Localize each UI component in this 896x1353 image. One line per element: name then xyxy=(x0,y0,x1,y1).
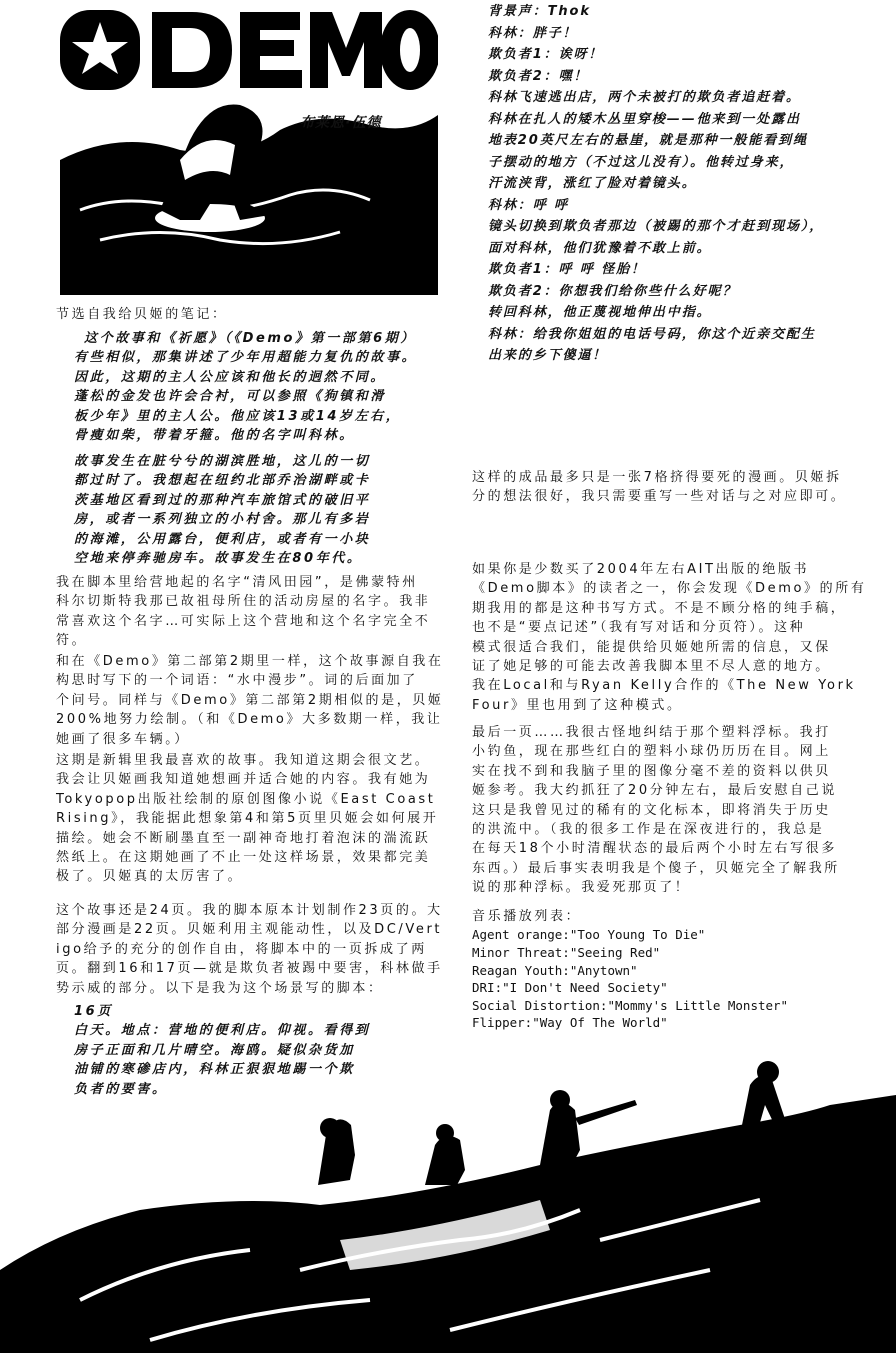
line: 证了她足够的可能去改善我脚本里不尽人意的地方。 xyxy=(472,658,831,674)
line: 欺负者1：呼 呼 怪胎！ xyxy=(488,262,646,277)
note-1 xyxy=(74,329,417,445)
line: 的海滩，公用露台，便利店，或者有一小块 xyxy=(74,531,371,547)
line: 200%地努力绘制。（和《Demo》大多数期一样，我让 xyxy=(56,712,443,728)
playlist-item: DRI:"I Don't Need Society" xyxy=(472,980,668,996)
line: 科林在扎人的矮木丛里穿梭——他来到一处露出 xyxy=(488,111,801,127)
line: 欺负者2：嘿！ xyxy=(488,68,589,84)
line: 这期是新辑里我最喜欢的故事。我知道这期会很文艺。 xyxy=(56,753,431,768)
paragraph-page-count xyxy=(56,901,443,998)
line: 常喜欢这个名字…可实际上这个营地和这个名字完全不 xyxy=(56,613,431,629)
line: 极了。贝姬真的太厉害了。 xyxy=(56,869,244,885)
line: 科林：呼 呼 xyxy=(488,197,569,213)
line: 这个故事和《祈愿》（《Demo》第一部第6期） xyxy=(84,331,416,346)
line: 最后一页……我很古怪地纠结于那个塑料浮标。我打 xyxy=(472,725,831,740)
line: 我在Local和与Ryan Kelly合作的《The New York xyxy=(472,678,856,694)
script-continued xyxy=(488,1,824,367)
line: 骨瘦如柴，带着牙箍。他的名字叫科林。 xyxy=(74,427,355,443)
line: 面对科林，他们犹豫着不敢上前。 xyxy=(488,240,712,256)
line: 期我用的都是这种书写方式。不是不顾分格的纯手稿， xyxy=(472,600,847,616)
line: 16页 xyxy=(74,1004,113,1019)
paragraph-split xyxy=(472,468,846,507)
line: 页。翻到16和17页—就是欺负者被踢中要害，科林做手 xyxy=(56,961,443,977)
line: Tokyopop出版社绘制的原创图像小说《East Coast xyxy=(56,791,436,807)
line: 负者的要害。 xyxy=(74,1081,168,1097)
line: 因此，这期的主人公应该和他长的迥然不同。 xyxy=(74,369,387,385)
line: 她画了很多车辆。） xyxy=(56,731,190,747)
paragraph-origin xyxy=(56,652,444,749)
line: 这只是我曾见过的稀有的文化标本，即将消失于历史 xyxy=(472,802,831,818)
line: 科尔切斯特我那已故祖母所住的活动房屋的名字。我非 xyxy=(56,594,431,610)
line: 子摆动的地方（不过这儿没有）。他转过身来， xyxy=(488,154,795,170)
line: 势示威的部分。以下是我为这个场景写的脚本： xyxy=(56,980,384,996)
line: 科林：给我你姐姐的电话号码，你这个近亲交配生 xyxy=(488,326,816,342)
line: 这样的成品最多只是一张7格挤得要死的漫画。贝姬拆 xyxy=(472,470,842,485)
line: 东西。）最后事实表明我是个傻子，贝姬完全了解我所 xyxy=(472,860,840,876)
playlist-item: Minor Threat:"Seeing Red" xyxy=(472,944,661,960)
line: 模式很适合我们，能提供给贝姬她所需的信息，又保 xyxy=(472,639,831,655)
line: 转回科林，他正蔑视地伸出中指。 xyxy=(488,305,712,320)
line: 科林飞速逃出店，两个未被打的欺负者追赶着。 xyxy=(488,90,801,105)
note-2 xyxy=(74,452,370,568)
line: 然纸上。在这期她画了不止一处这样场景，效果都完美 xyxy=(56,849,431,865)
line: 科林：胖子！ xyxy=(488,25,578,41)
line: 的洪流中。（我的很多工作是在深夜进行的，我总是 xyxy=(472,821,825,837)
playlist xyxy=(472,907,788,1032)
line: 描绘。她会不断刷墨直至一副神奇地打着泡沫的湍流跃 xyxy=(56,830,431,846)
line: 空地来停奔驰房车。故事发生在80年代。 xyxy=(74,550,363,566)
demo-logo-illustration xyxy=(60,10,438,295)
line: Four》里也用到了这种模式。 xyxy=(472,697,683,713)
line: 说的那种浮标。我爱死那页了！ xyxy=(472,880,691,896)
paragraph-camp-name xyxy=(56,573,430,651)
playlist-item: Flipper:"Way Of The World" xyxy=(472,1015,668,1031)
line: 也不是“要点记述”（我有写对话和分页符）。这种 xyxy=(472,620,806,636)
line: Rising》，我能据此想象第4和第5页里贝姬会如何展开 xyxy=(56,811,439,827)
paragraph-format xyxy=(472,560,866,715)
line: 欺负者2：你想我们给你些什么好呢？ xyxy=(488,283,738,299)
line: 符。 xyxy=(56,633,88,649)
paragraph-favorite xyxy=(56,751,438,887)
line: 故事发生在脏兮兮的湖滨胜地，这儿的一切 xyxy=(74,454,371,469)
line: 都过时了。我想起在纽约北部乔治湖畔或卡 xyxy=(74,473,371,489)
line: 房，或者一系列独立的小村舍。那儿有多岩 xyxy=(74,512,371,528)
line: 在每天18个小时清醒状态的最后两个小时左右写很多 xyxy=(472,841,837,857)
paragraph-last-page xyxy=(472,723,840,898)
line: 分的想法很好，我只需要重写一些对话与之对应即可。 xyxy=(472,489,847,505)
line: 我会让贝姬画我知道她想画并适合她的内容。我有她为 xyxy=(56,772,431,788)
demo-logo xyxy=(60,10,438,90)
line: 姬参考。我大约抓狂了20分钟左右，最后安慰自己说 xyxy=(472,783,837,799)
line: 房子正面和几片晴空。海鸥。疑似杂货加 xyxy=(74,1042,355,1058)
line: 个问号。同样与《Demo》第二部第2期相似的是，贝姬 xyxy=(56,692,444,708)
line: 背景声：Thok xyxy=(488,4,591,19)
line: 油铺的寒碜店内，科林正狠狠地踢一个欺 xyxy=(74,1062,355,1078)
line: 和在《Demo》第二部第2期里一样，这个故事源自我在 xyxy=(56,654,444,669)
line: 板少年》里的主人公。他应该13或14岁左右， xyxy=(74,408,402,424)
playlist-item: Agent orange:"Too Young To Die" xyxy=(472,927,706,943)
line: 有些相似，那集讲述了少年用超能力复仇的故事。 xyxy=(74,350,418,366)
intro-line: 节选自我给贝姬的笔记： xyxy=(56,307,228,322)
line: 部分漫画是22页。贝姬利用主观能动性，以及DC/Vert xyxy=(56,922,443,938)
playlist-item: Reagan Youth:"Anytown" xyxy=(472,962,638,978)
line: 镜头切换到欺负者那边（被踢的那个才赶到现场）， xyxy=(488,219,825,234)
line: 实在找不到和我脑子里的图像分毫不差的资料以供贝 xyxy=(472,763,831,779)
line: 我在脚本里给营地起的名字“清风田园”，是佛蒙特州 xyxy=(56,575,418,590)
line: 茨基地区看到过的那种汽车旅馆式的破旧平 xyxy=(74,492,371,508)
line: 《Demo脚本》的读者之一，你会发现《Demo》的所有 xyxy=(472,581,867,597)
line: 汗流浃背，涨红了脸对着镜头。 xyxy=(488,176,697,191)
playlist-item: Social Distortion:"Mommy's Little Monster" xyxy=(472,997,789,1013)
line: 这个故事还是24页。我的脚本原本计划制作23页的。大 xyxy=(56,903,443,918)
line: 构思时写下的一个词语：“水中漫步”。词的后面加了 xyxy=(56,673,418,689)
line: 蓬松的金发也许会合衬，可以参照《狗镇和滑 xyxy=(74,389,387,405)
line: igo给予的充分的创作自由，将脚本中的一页拆成了两 xyxy=(56,941,427,957)
line: 小钓鱼，现在那些红白的塑料小球仍历历在目。网上 xyxy=(472,744,831,760)
playlist-title: 音乐播放列表： xyxy=(472,909,582,924)
line: 欺负者1：诶呀！ xyxy=(488,47,604,62)
line: 地表20英尺左右的悬崖，就是那种一般能看到绳 xyxy=(488,133,808,148)
line: 如果你是少数买了2004年左右AIT出版的绝版书 xyxy=(472,562,810,577)
notes-intro xyxy=(56,305,228,324)
line: 白天。地点：营地的便利店。仰视。看得到 xyxy=(74,1023,371,1039)
line: 出来的乡下傻逼！ xyxy=(488,348,608,363)
cliff-illustration xyxy=(0,1040,896,1353)
author-name: 布莱恩·伍德 xyxy=(300,115,382,131)
